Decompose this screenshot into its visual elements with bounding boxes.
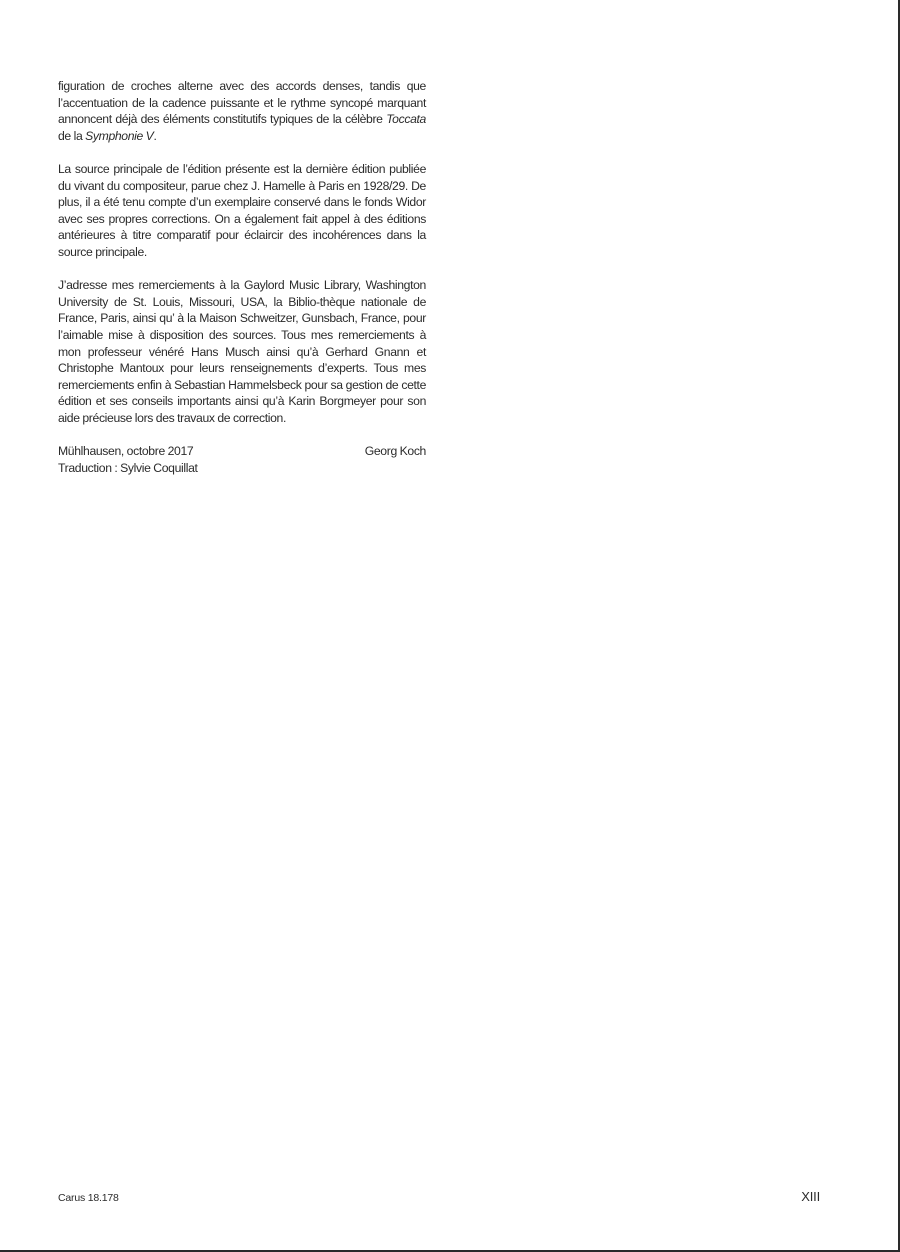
paragraph-2: La source principale de l’édition présente est la dernière édition publiée du vivant du compositeur, parue chez J. Hamelle à Paris en 1928/29. De plus, il a été tenu compte d’un exemplaire conservé dans le fonds Widor avec ses propres corrections. On a également fait appel à des éditions antérieures à titre comparatif pour éclaircir des incohérences dans la source principale. — [58, 161, 426, 259]
place-date: Mühlhausen, octobre 2017 — [58, 444, 194, 459]
catalog-number: Carus 18.178 — [58, 1192, 119, 1204]
paragraph-1-text-c: . — [153, 128, 157, 143]
symphonie-title: Symphonie V — [85, 128, 154, 143]
paragraph-1-text-b: de la — [58, 128, 86, 143]
paragraph-1-text-a: figuration de croches alterne avec des accords denses, tandis que l’accentuation de la cadence puissante et le rythme syncopé marquant annoncent déjà des éléments constitutifs typiques de la célèbre — [58, 79, 426, 127]
page-number: XIII — [801, 1189, 820, 1204]
author-name: Georg Koch — [364, 444, 426, 459]
body-text — [58, 78, 426, 476]
signature-row — [58, 443, 426, 460]
paragraph-1 — [58, 78, 426, 144]
toccata-title: Toccata — [386, 112, 426, 127]
translation-credit: Traduction : Sylvie Coquillat — [58, 460, 198, 475]
paragraph-3: J’adresse mes remerciements à la Gaylord Music Library, Washington University de St. Louis, Missouri, USA, la Biblio-thèque nationale de France, Paris, ainsi qu’ à la Maison Schweitzer, Gunsbach, France, pour l’aimable mise à disposition des sources. Tous mes remerciements à mon professeur vénéré Hans Musch ainsi qu’à Gerhard Gnann et Christophe Mantoux pour leurs renseignements d’experts. Tous mes remerciements enfin à Sebastian Hammelsbeck pour sa gestion de cette édition et ses conseils importants ainsi qu’à Karin Borgmeyer pour son aide précieuse lors des travaux de correction. — [58, 278, 426, 425]
